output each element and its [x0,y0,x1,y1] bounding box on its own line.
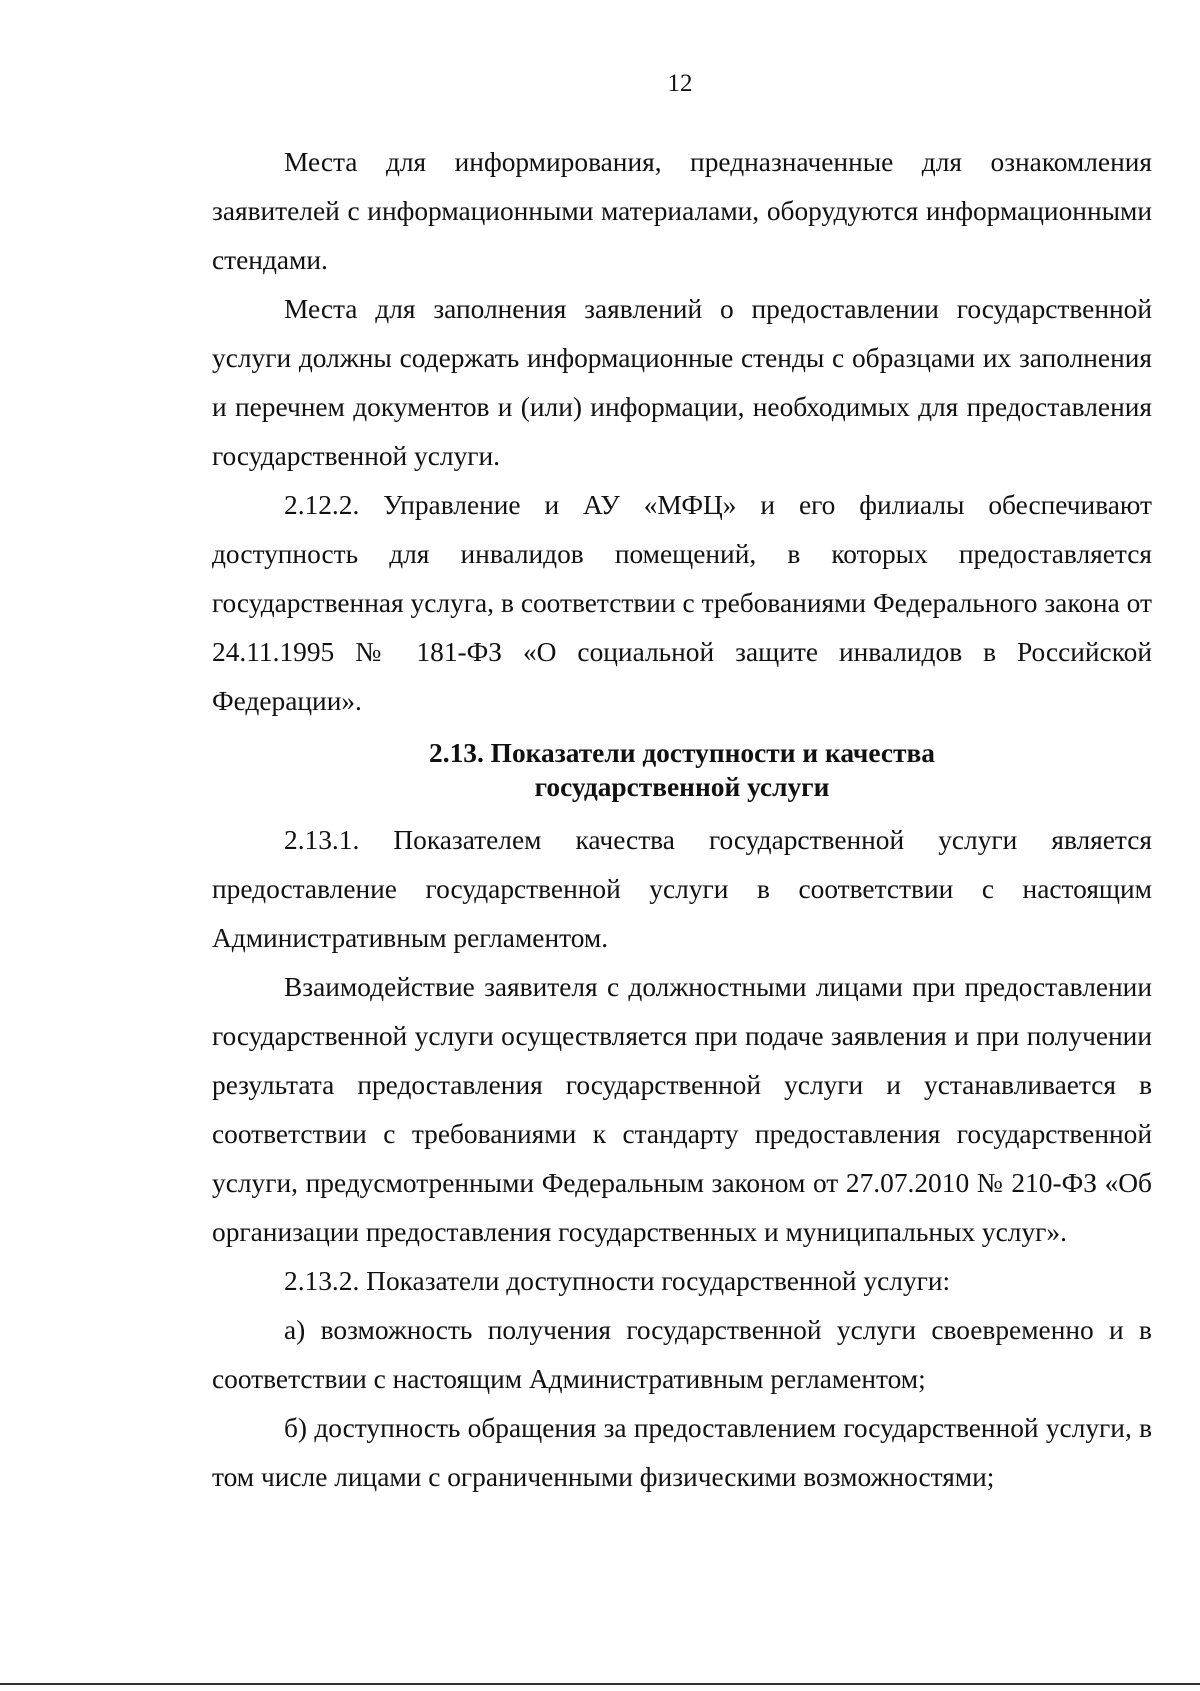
paragraph-2-13-1: 2.13.1. Показателем качества государственной услуги является предоставление государственной услуги в соответствии с настоящим Административным регламентом. [212,825,1152,953]
section-heading-line-1: 2.13. Показатели доступности и качества [429,738,935,768]
paragraph-2-12-2: 2.12.2. Управление и АУ «МФЦ» и его филиалы обеспечивают доступность для инвалидов помещений, в которых предоставляется государственная услуга, в соответствии с требованиями Федерального закона от 24.11.1995 № 181-ФЗ «О социальной защите инвалидов в Российской Федерации». [212,490,1152,716]
paragraph-info-stands: Места для информирования, предназначенные для ознакомления заявителей с информационными материалами, оборудуются информационными стендами. [212,147,1152,275]
paragraph-interaction: Взаимодействие заявителя с должностными лицами при предоставлении государственной услуги осуществляется при подаче заявления и при получении результата предоставления государственной услуги и устанавливается в соответствии с требованиями к стандарту предоставления государственной услуги, предусмотренными Федеральным законом от 27.07.2010 № 210-ФЗ «Об организации предоставления государственных и муниципальных услуг». [212,972,1152,1247]
page-number: 12 [667,70,693,97]
paragraph-application-places: Места для заполнения заявлений о предоставлении государственной услуги должны содержать информационные стенды с образцами их заполнения и перечнем документов и (или) информации, необходимых для предоставления государственной услуги. [212,294,1152,471]
paragraph-2-13-2: 2.13.2. Показатели доступности государственной услуги: [284,1266,951,1296]
bottom-rule-divider [0,1683,1200,1685]
section-heading-2-13 [212,736,1152,804]
section-heading-line-2: государственной услуги [534,772,830,802]
list-item-b: б) доступность обращения за предоставлением государственной услуги, в том числе лицами с ограниченными физическими возможностями; [212,1413,1152,1492]
document-body [212,138,1152,1502]
list-item-a: а) возможность получения государственной услуги своевременно и в соответствии с настоящим Административным регламентом; [212,1315,1152,1394]
